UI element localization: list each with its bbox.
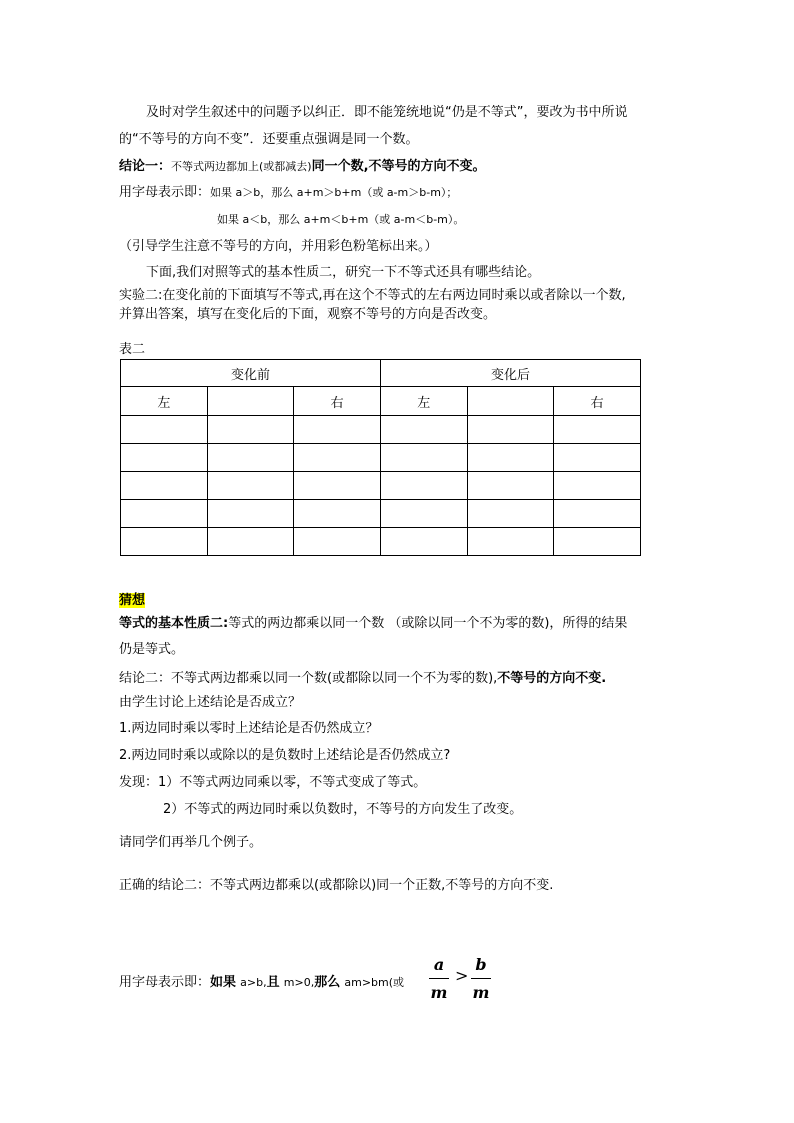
guess-heading (119, 592, 145, 610)
table-cell[interactable] (467, 444, 554, 472)
fraction-b-denominator: m (472, 983, 490, 1002)
comparison-table (120, 359, 641, 556)
table-cell[interactable] (554, 528, 641, 556)
table-cell[interactable] (121, 528, 208, 556)
table-cell[interactable] (294, 500, 381, 528)
property-two-label: 等式的基本性质二: (119, 616, 229, 631)
conclusion-one-text: 不等式两边都加上(或都减去) (171, 160, 312, 173)
fraction-a-numerator: a (433, 955, 445, 974)
table-cell[interactable] (294, 444, 381, 472)
header-before-blank (207, 387, 294, 416)
and-word: 且 (266, 975, 280, 990)
greater-than-sign: > (455, 966, 469, 985)
table-cell[interactable] (121, 500, 208, 528)
table-cell[interactable] (294, 528, 381, 556)
table-cell[interactable] (207, 444, 294, 472)
table-cell[interactable] (467, 472, 554, 500)
finding-1: 发现：1）不等式两边同乘以零，不等式变成了等式。 (119, 775, 427, 790)
conclusion-two-text: 结论二：不等式两边都乘以同一个数(或都除以同一个不为零的数), (119, 671, 498, 686)
header-after-blank (467, 387, 554, 416)
conclusion-one (119, 158, 486, 176)
property-two-text: 等式的两边都乘以同一个数 （或除以同一个不为零的数)，所得的结果 (228, 616, 628, 631)
table-caption: 表二 (119, 342, 146, 357)
table-cell[interactable] (380, 500, 467, 528)
header-before: 变化前 (121, 360, 381, 387)
final-expression-label: 用字母表示即： (119, 975, 211, 990)
table-cell[interactable] (467, 528, 554, 556)
table-cell[interactable] (294, 472, 381, 500)
fraction-a-bar (429, 978, 449, 979)
expression-line-1 (119, 184, 457, 202)
paragraph-correction-cont: 的“不等号的方向不变”．还要重点强调是同一个数。 (119, 132, 419, 147)
header-after-right: 右 (554, 387, 641, 416)
question-1: 1.两边同时乘以零时上述结论是否仍然成立？ (119, 721, 379, 736)
property-two-cont: 仍是等式。 (119, 642, 185, 657)
header-before-left: 左 (121, 387, 208, 416)
paragraph-correction: 及时对学生叙述中的问题予以纠正．即不能笼统地说“仍是不等式”，要改为书中所说 (146, 105, 628, 120)
table-cell[interactable] (207, 528, 294, 556)
table-cell[interactable] (554, 444, 641, 472)
example-request: 请同学们再举几个例子。 (119, 835, 263, 850)
experiment-two: 实验二:在变化前的下面填写不等式,再在这个不等式的左右两边同时乘以或者除以一个数, (119, 288, 626, 303)
table-cell[interactable] (554, 416, 641, 444)
table-cell[interactable] (467, 500, 554, 528)
final-expression (119, 974, 404, 992)
if-word: 如果 (210, 975, 237, 990)
table-row (121, 416, 641, 444)
table-cell[interactable] (554, 472, 641, 500)
result-expression: am>bm(或 (344, 976, 405, 989)
header-before-right: 右 (294, 387, 381, 416)
fraction-b-numerator: b (475, 955, 487, 974)
table-cell[interactable] (294, 416, 381, 444)
table-cell[interactable] (554, 500, 641, 528)
table-cell[interactable] (380, 528, 467, 556)
finding-2: 2）不等式的两边同时乘以负数时，不等号的方向发生了改变。 (163, 802, 523, 817)
conclusion-one-end: 同一个数,不等号的方向不变。 (311, 159, 486, 174)
question-2: 2.两边同时乘以或除以的是负数时上述结论是否仍然成立? (119, 748, 451, 763)
table-row (121, 500, 641, 528)
guess-label: 猜想 (119, 593, 146, 608)
correct-conclusion-two: 正确的结论二：不等式两边都乘以(或都除以)同一个正数,不等号的方向不变. (119, 878, 554, 893)
header-after: 变化后 (380, 360, 640, 387)
fraction-b-bar (471, 978, 491, 979)
table-cell[interactable] (380, 416, 467, 444)
table-cell[interactable] (121, 472, 208, 500)
paragraph-property-two: 下面,我们对照等式的基本性质二，研究一下不等式还具有哪些结论。 (146, 265, 541, 280)
then-word: 那么 (314, 975, 341, 990)
table-row (121, 472, 641, 500)
discussion-prompt: 由学生讨论上述结论是否成立？ (119, 695, 302, 710)
conclusion-two (119, 670, 606, 688)
table-cell[interactable] (121, 444, 208, 472)
fraction-a-denominator: m (430, 983, 448, 1002)
condition-m: m>0, (283, 976, 315, 989)
table-row (121, 444, 641, 472)
table-cell[interactable] (380, 444, 467, 472)
conclusion-one-label: 结论一： (119, 159, 172, 174)
expression-line-2: 如果 a＜b，那么 a+m＜b+m（或 a-m＜b-m）。 (217, 213, 465, 226)
table-cell[interactable] (207, 416, 294, 444)
table-cell[interactable] (467, 416, 554, 444)
expression-1: 如果 a＞b，那么 a+m＞b+m（或 a-m＞b-m）； (210, 186, 458, 199)
table-cell[interactable] (121, 416, 208, 444)
table-cell[interactable] (380, 472, 467, 500)
header-after-left: 左 (380, 387, 467, 416)
teaching-note: （引导学生注意不等号的方向，并用彩色粉笔标出来。） (119, 239, 438, 254)
condition-ab: a>b, (240, 976, 267, 989)
table-cell[interactable] (207, 472, 294, 500)
table-row (121, 528, 641, 556)
property-two (119, 615, 627, 633)
experiment-two-cont: 并算出答案，填写在变化后的下面，观察不等号的方向是否改变。 (119, 307, 497, 322)
expression-label: 用字母表示即： (119, 185, 211, 200)
conclusion-two-emphasis: 不等号的方向不变. (497, 671, 607, 686)
table-cell[interactable] (207, 500, 294, 528)
